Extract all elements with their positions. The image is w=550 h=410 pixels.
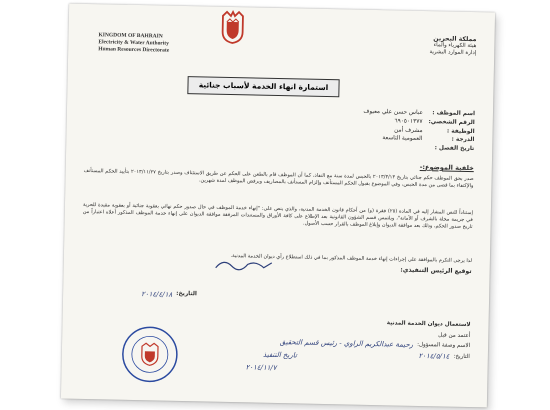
csb-line3-value: ٢٠١٤/٥/١٤: [418, 351, 450, 361]
header-ar-line2: هيئة الكهرباء والماء: [433, 42, 477, 50]
csb-line3-label: التاريخ:: [453, 353, 470, 360]
csb-line2-value: رحيمة عبدالكريم الراوي - رئيس قسم التحقيق: [279, 338, 414, 349]
header-en-line1: KINGDOM OF BAHRAIN: [98, 32, 163, 40]
csb-stamp-icon: [119, 324, 180, 385]
header-en: [98, 32, 238, 56]
field-value: عباس حسن علي معيوف: [363, 108, 424, 117]
employee-fields: [214, 105, 475, 154]
header-en-line2: Electricity & Water Authority: [98, 39, 169, 47]
ceo-signature-label: توقيع الرئيس التنفيذي:: [400, 266, 472, 276]
field-value: العمومية التاسعة: [382, 135, 423, 143]
field-label: اسم الموظف :: [432, 110, 476, 118]
ceo-signature-scribble: [214, 256, 274, 277]
csb-heading: لاستعمال ديوان الخدمة المدنية: [386, 320, 471, 329]
field-label: الوظيفة :: [446, 128, 475, 135]
field-label: تاريخ الفصل :: [434, 145, 475, 153]
approval-date-label: التاريخ:: [176, 290, 197, 298]
document-page: [61, 4, 495, 408]
request-line: لذا يرجى التكرم بالموافقة على إجراءات إنهاء خدمة الموظف المذكور بما في ذلك استطلاع رأي ديوان الخدمة المدنية.: [230, 253, 472, 265]
csb-line1: أعتمد من قبل: [438, 331, 471, 339]
header-ar: [366, 34, 476, 58]
background-heading: خلفية الموضوع:-: [419, 162, 474, 173]
execution-note: تاريخ التنفيذ: [262, 350, 297, 360]
background-paragraph-1: صدر بحق الموظف حكم جنائي بتاريخ ٢٠١٣/٣/١٣ بالحبس لمدة سنة مع النفاذ، كما أن الموظف قام بالطعن على الحكم عن طريق الاستئناف وصدر بتاريخ ٢٠١٣/١١/٢٧ بتأييد الحكم المستأنف والإكتفاء بما قضى من مدة الحبس، وفي الموضوع بقبول الحكم المستأنف وإلزام المستأنف بالمصاريف وبرفض الموظف لمدة شهرين.: [83, 167, 474, 190]
header-ar-line1: مملكة البحرين: [433, 35, 477, 44]
field-label: الرقم الشخصي:: [428, 118, 475, 126]
form-title: استمارة انهاء الخدمة لأسباب جنائية: [187, 76, 339, 97]
csb-line2-label: الاسم وصفة المسؤول:: [417, 341, 471, 350]
field-value: مشرف أمن: [394, 127, 423, 134]
execution-note-date: ٢٠١٤/١١/٧: [245, 363, 277, 373]
field-label: الدرجة :: [451, 137, 475, 144]
approval-date: [141, 290, 197, 299]
field-value: ٦٩٠٥٠١٣٧٧: [394, 118, 423, 125]
background-paragraph-2: إستناداً للنص المشار إليه في المادة (٢٥) فقرة (و) من أحكام قانون الخدمة المدنية، والذي ينص على: "إنهاء خدمة الموظف في حال صدور حكم نهائي بعقوبة جنائية أو بعقوبة مقيدة للحرية في جريمة مخلة بالشرف أو الأمانة"، ويلتمس قسم الشؤون القانونية بعد الإطلاع على كافة الأوراق والمستندات المرفقة موافقة الديوان على إنهاء خدمة الموظف المذكور أعلاه اعتباراً من تاريخ صدور الحكم، وذلك بعد موافقة الديوان وإبلاغ الموظف بالقرار حسب الأصول.: [82, 201, 473, 231]
approval-date-value: ٢٠١٤/٤/١٨: [141, 290, 173, 299]
header-ar-line3: إدارة الموارد البشرية: [429, 49, 477, 57]
header-en-line3: Human Resources Directorate: [98, 46, 170, 54]
